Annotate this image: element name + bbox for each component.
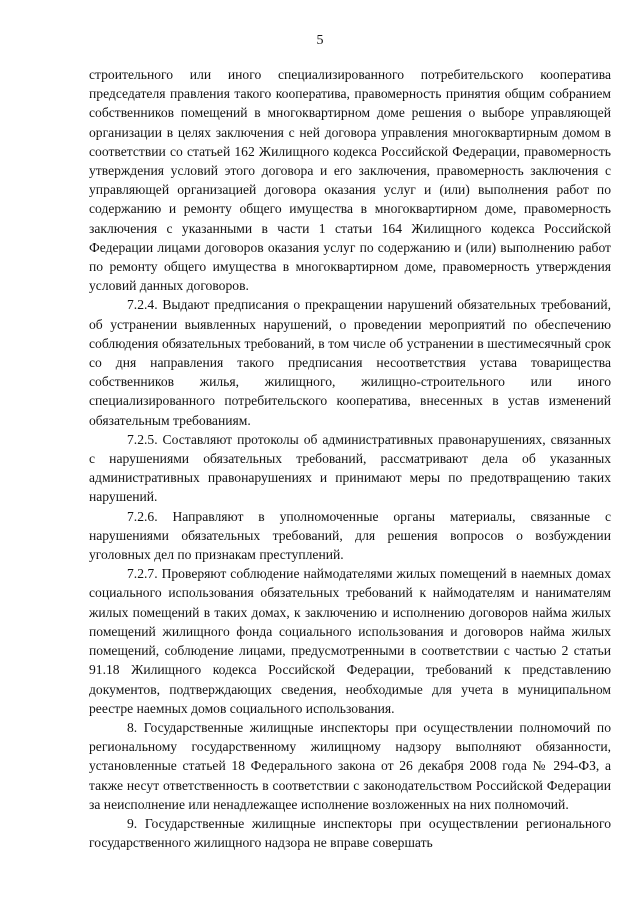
paragraph-continuation: строительного или иного специализированного потребительского кооператива председателя правления такого кооператива, правомерность принятия общим собранием собственников помещений в многоквартирном доме решения о выборе управляющей организации в целях заключения с ней договора управления многоквартирным домом в соответствии со статьей 162 Жилищного кодекса Российской Федерации, правомерность утверждения условий этого договора и его заключения, правомерность заключения с управляющей организацией договора оказания услуг и (или) выполнения работ по содержанию и ремонту общего имущества в многоквартирном доме, правомерность заключения с указанными в части 1 статьи 164 Жилищного кодекса Российской Федерации лицами договоров оказания услуг по содержанию и (или) выполнению работ по ремонту общего имущества в многоквартирном доме, правомерность утверждения условий данных договоров. bbox=[89, 67, 611, 294]
paragraph-8: 8. Государственные жилищные инспекторы при осуществлении полномочий по региональному государственному жилищному надзору выполняют обязанности, установленные статьей 18 Федерального закона от 26 декабря 2008 года № 294-ФЗ, а также несут ответственность в соответствии с законодательством Российской Федерации за неисполнение или ненадлежащее исполнение возложенных на них полномочий. bbox=[89, 719, 611, 812]
paragraph-7-2-7: 7.2.7. Проверяют соблюдение наймодателями жилых помещений в наемных домах социального использования обязательных требований к наймодателям и нанимателям жилых помещений в таких домах, к заключению и исполнению договоров найма жилых помещений жилищного фонда социального использования и договоров найма жилых помещений, соблюдение лицами, предусмотренными в соответствии с частью 2 статьи 91.18 Жилищного кодекса Российской Федерации, требований к представлению документов, подтверждающих сведения, необходимые для учета в муниципальном реестре наемных домов социального использования. bbox=[89, 566, 611, 716]
paragraph-7-2-6: 7.2.6. Направляют в уполномоченные органы материалы, связанные с нарушениями обязательных требований, для решения вопросов о возбуждении уголовных дел по признакам преступлений. bbox=[89, 508, 611, 563]
paragraph-7-2-5: 7.2.5. Составляют протоколы об административных правонарушениях, связанных с нарушениями обязательных требований, рассматривают дела об указанных административных правонарушениях и принимают меры по предотвращению таких нарушений. bbox=[89, 431, 611, 505]
paragraph-9: 9. Государственные жилищные инспекторы при осуществлении регионального государственного жилищного надзора не вправе совершать bbox=[89, 815, 611, 851]
page-number: 5 bbox=[316, 33, 324, 48]
paragraph-7-2-4: 7.2.4. Выдают предписания о прекращении нарушений обязательных требований, об устранении выявленных нарушений, о проведении мероприятий по обеспечению соблюдения обязательных требований, в том числе об устранении в шестимесячный срок со дня направления такого предписания несоответствия устава товарищества собственников жилья, жилищного, жилищно-строительного или иного специализированного потребительского кооператива, внесенных в устав изменений обязательным требованиям. bbox=[89, 297, 611, 428]
document-body bbox=[89, 65, 611, 852]
